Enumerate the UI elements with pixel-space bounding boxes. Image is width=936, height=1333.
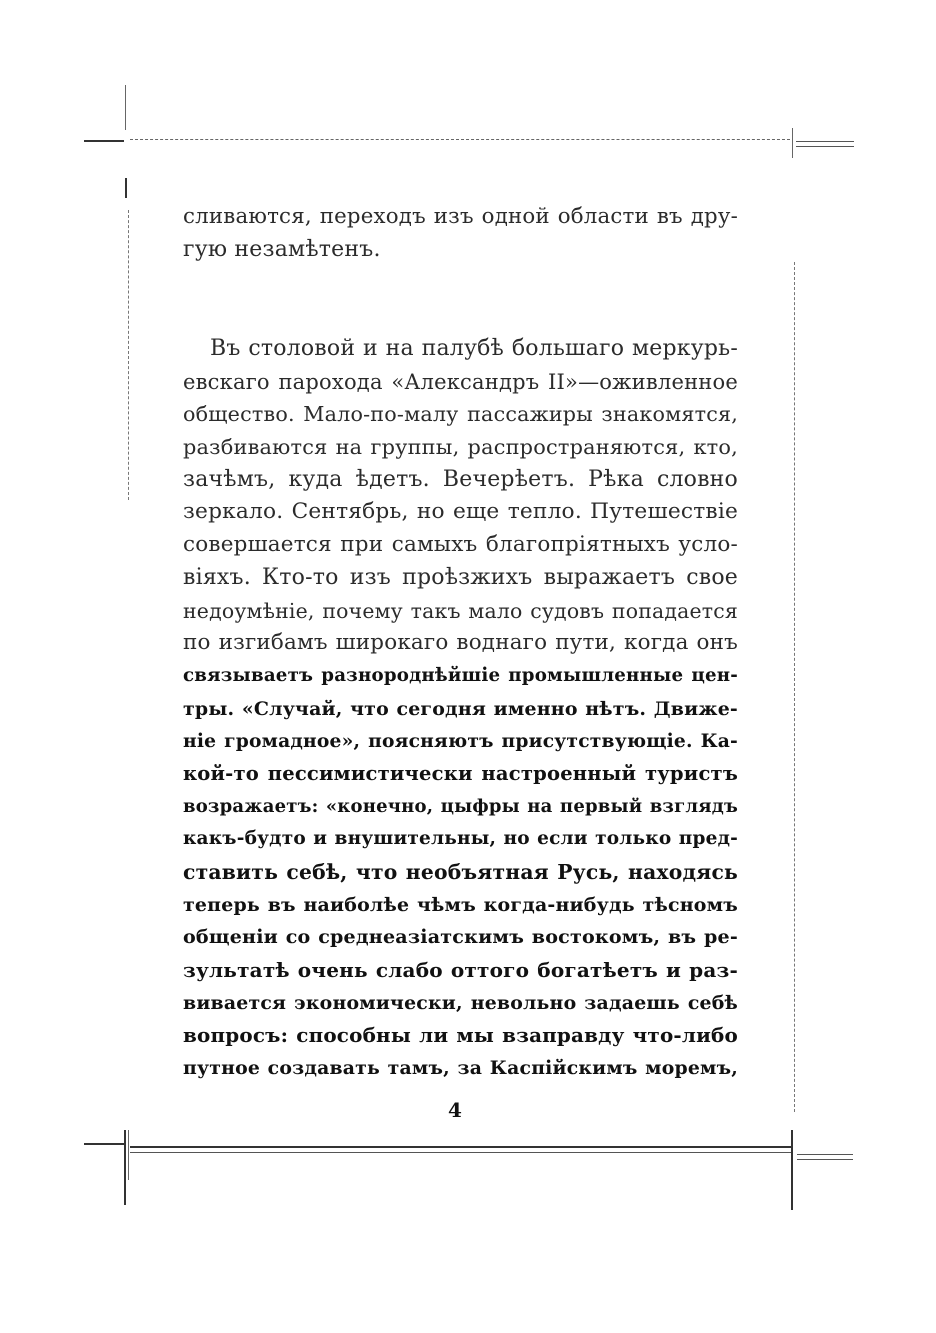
text-line: общеніи со среднеазіатскимъ востокомъ, въ ре- [183,926,738,949]
text-line: тры. «Случай, что сегодня именно нѣтъ. Движе- [183,697,738,720]
right-frame-rule-dashed [794,262,795,1112]
bottom-frame-rule-right-2 [797,1159,853,1160]
text-line: путное создавать тамъ, за Каспійскимъ моремъ, [183,1057,738,1080]
bottom-frame-rule-left [84,1143,126,1145]
text-line: ніе громадное», поясняютъ присутствующіе. Ка- [183,730,738,753]
left-frame-rule-bottom [124,1130,126,1205]
text-line: гую незамѣтенъ. [183,236,381,262]
text-line: віяхъ. Кто-то изъ проѣзжихъ выражаетъ свое [183,564,738,590]
text-line: какъ-будто и внушительны, но если только пред- [183,828,738,850]
bottom-frame-rule-right [797,1154,853,1155]
text-line: совершается при самыхъ благопріятныхъ усло- [183,532,738,558]
left-frame-rule-top [125,85,126,130]
right-frame-rule-bottom [791,1130,793,1210]
text-line: теперь въ наиболѣе чѣмъ когда-нибудь тѣсномъ [183,893,738,916]
text-line: по изгибамъ широкаго воднаго пути, когда онъ [183,630,738,656]
left-frame-rule-upper [125,178,127,198]
text-line: зачѣмъ, куда ѣдетъ. Вечерѣетъ. Рѣка словно [183,466,738,492]
top-frame-rule-right-2 [796,146,854,147]
main-paragraph [183,333,738,1085]
text-line: общество. Мало-по-малу пассажиры знакомятся, [183,402,738,427]
bottom-frame-rule-main-2 [130,1152,792,1153]
text-line: связываетъ разнороднѣйшіе промышленные цен- [183,664,738,686]
text-line: сливаются, переходъ изъ одной области въ дру- [183,204,738,229]
text-line: вивается экономически, невольно задаешь себѣ [183,991,738,1014]
left-frame-rule-dashed [128,210,129,500]
left-frame-rule-bottom-2 [128,1130,129,1180]
right-frame-rule-top [792,128,793,158]
text-line: зультатѣ очень слабо оттого богатѣетъ и раз- [183,958,738,983]
text-line: Въ столовой и на палубѣ большаго меркурь- [210,336,738,361]
text-line: ставить себѣ, что необъятная Русь, находясь [183,860,738,884]
bottom-frame-rule-main [130,1146,792,1148]
text-line: евскаго парохода «Александръ II»—оживленное [183,368,738,394]
text-line: недоумѣніе, почему такъ мало судовъ попадается [183,598,738,623]
top-frame-rule-left [84,140,124,142]
text-fragment-continued [183,201,738,266]
text-line: вопросъ: способны ли мы взаправду что-либо [183,1023,738,1048]
text-line: зеркало. Сентябрь, но еще тепло. Путешествіе [183,499,738,525]
text-line: возражаетъ: «конечно, цыфры на первый взглядъ [183,795,738,817]
text-line: кой-то пессимистически настроенный туристъ [183,761,738,785]
top-frame-rule-dashed [130,139,790,140]
top-frame-rule-right [796,141,854,142]
page-number: 4 [448,1098,462,1122]
text-line: разбиваются на группы, распространяются, кто, [183,435,738,460]
